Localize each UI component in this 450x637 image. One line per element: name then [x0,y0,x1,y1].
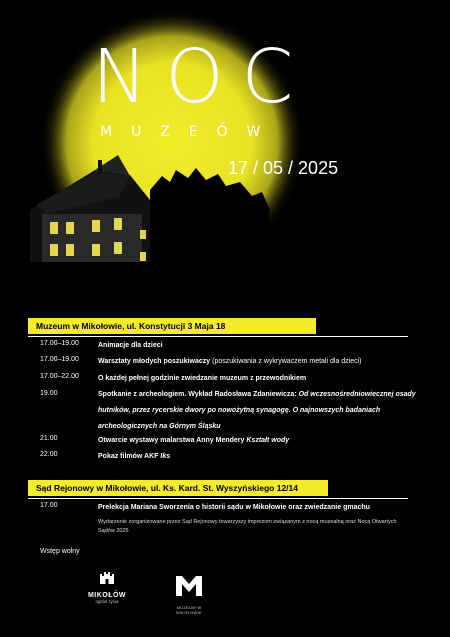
event-time: 21.00 [40,435,58,442]
city-name: MIKOŁÓW [87,592,127,599]
event-subtitle: MUZEÓW [100,124,280,140]
event-extra: (poszukiwania z wykrywaczem metali dla dzieci) [212,358,362,365]
venue-header-museum: Muzeum w Mikołowie, ul. Konstytucji 3 Maja 18 [28,318,316,334]
event-italic: Kształt wody [246,437,290,444]
museum-logo [166,572,212,615]
event-title: O każdej pełnej godzinie zwiedzanie muzeum z przewodnikiem [98,375,307,382]
event-italic: Od wczesnośredniowiecznej osady hutników, przez rycerskie dwory po nowożytną synagogę. O najnowszych badaniach archeologicznych na Górnym Śląsku [98,391,416,430]
entry-info: Wstęp wolny [40,548,80,555]
event-title: Spotkanie z archeologiem. Wykład Radosława Zdaniewicza: [98,391,297,398]
event-time: 17.00 [40,502,58,509]
event-title: Animacje dla dzieci [98,342,163,349]
castle-crest-icon [98,568,116,586]
museum-m-icon [174,572,204,598]
event-time: 17.00–19.00 [40,340,79,347]
city-tagline: ogród życia [95,599,119,604]
event-title: Prelekcja Mariana Sworzenia o historii sądu w Mikołowie oraz zwiedzanie gmachu [98,504,370,511]
event-title: Pokaz filmów AKF [98,453,159,460]
venue-header-court: Sąd Rejonowy w Mikołowie, ul. Ks. Kard. St. Wyszyńskiego 12/14 [28,480,328,496]
event-title: Otwarcie wystawy malarstwa Anny Mendery [98,437,245,444]
divider [28,498,408,499]
event-note: Wydarzenie zorganizowane przez Sąd Rejonowy towarzyszy imprezom związanym z nocą muzealną oraz Nocą Otwartych Sądów 2025 [98,519,397,534]
divider [28,336,408,337]
event-title: NOC [92,34,312,120]
event-time: 17.00–22.00 [40,373,79,380]
event-date: 17 / 05 / 2025 [228,158,339,178]
mikolow-logo [82,568,132,604]
event-time: 17.00–19.00 [40,356,79,363]
event-title: Warsztaty młodych poszukiwaczy [98,358,211,365]
event-italic: Iks [160,453,171,460]
event-time: 22.00 [40,451,58,458]
museum-name: MUZEUM W MIKOŁOWIE [176,605,202,615]
event-time: 19.00 [40,390,58,397]
